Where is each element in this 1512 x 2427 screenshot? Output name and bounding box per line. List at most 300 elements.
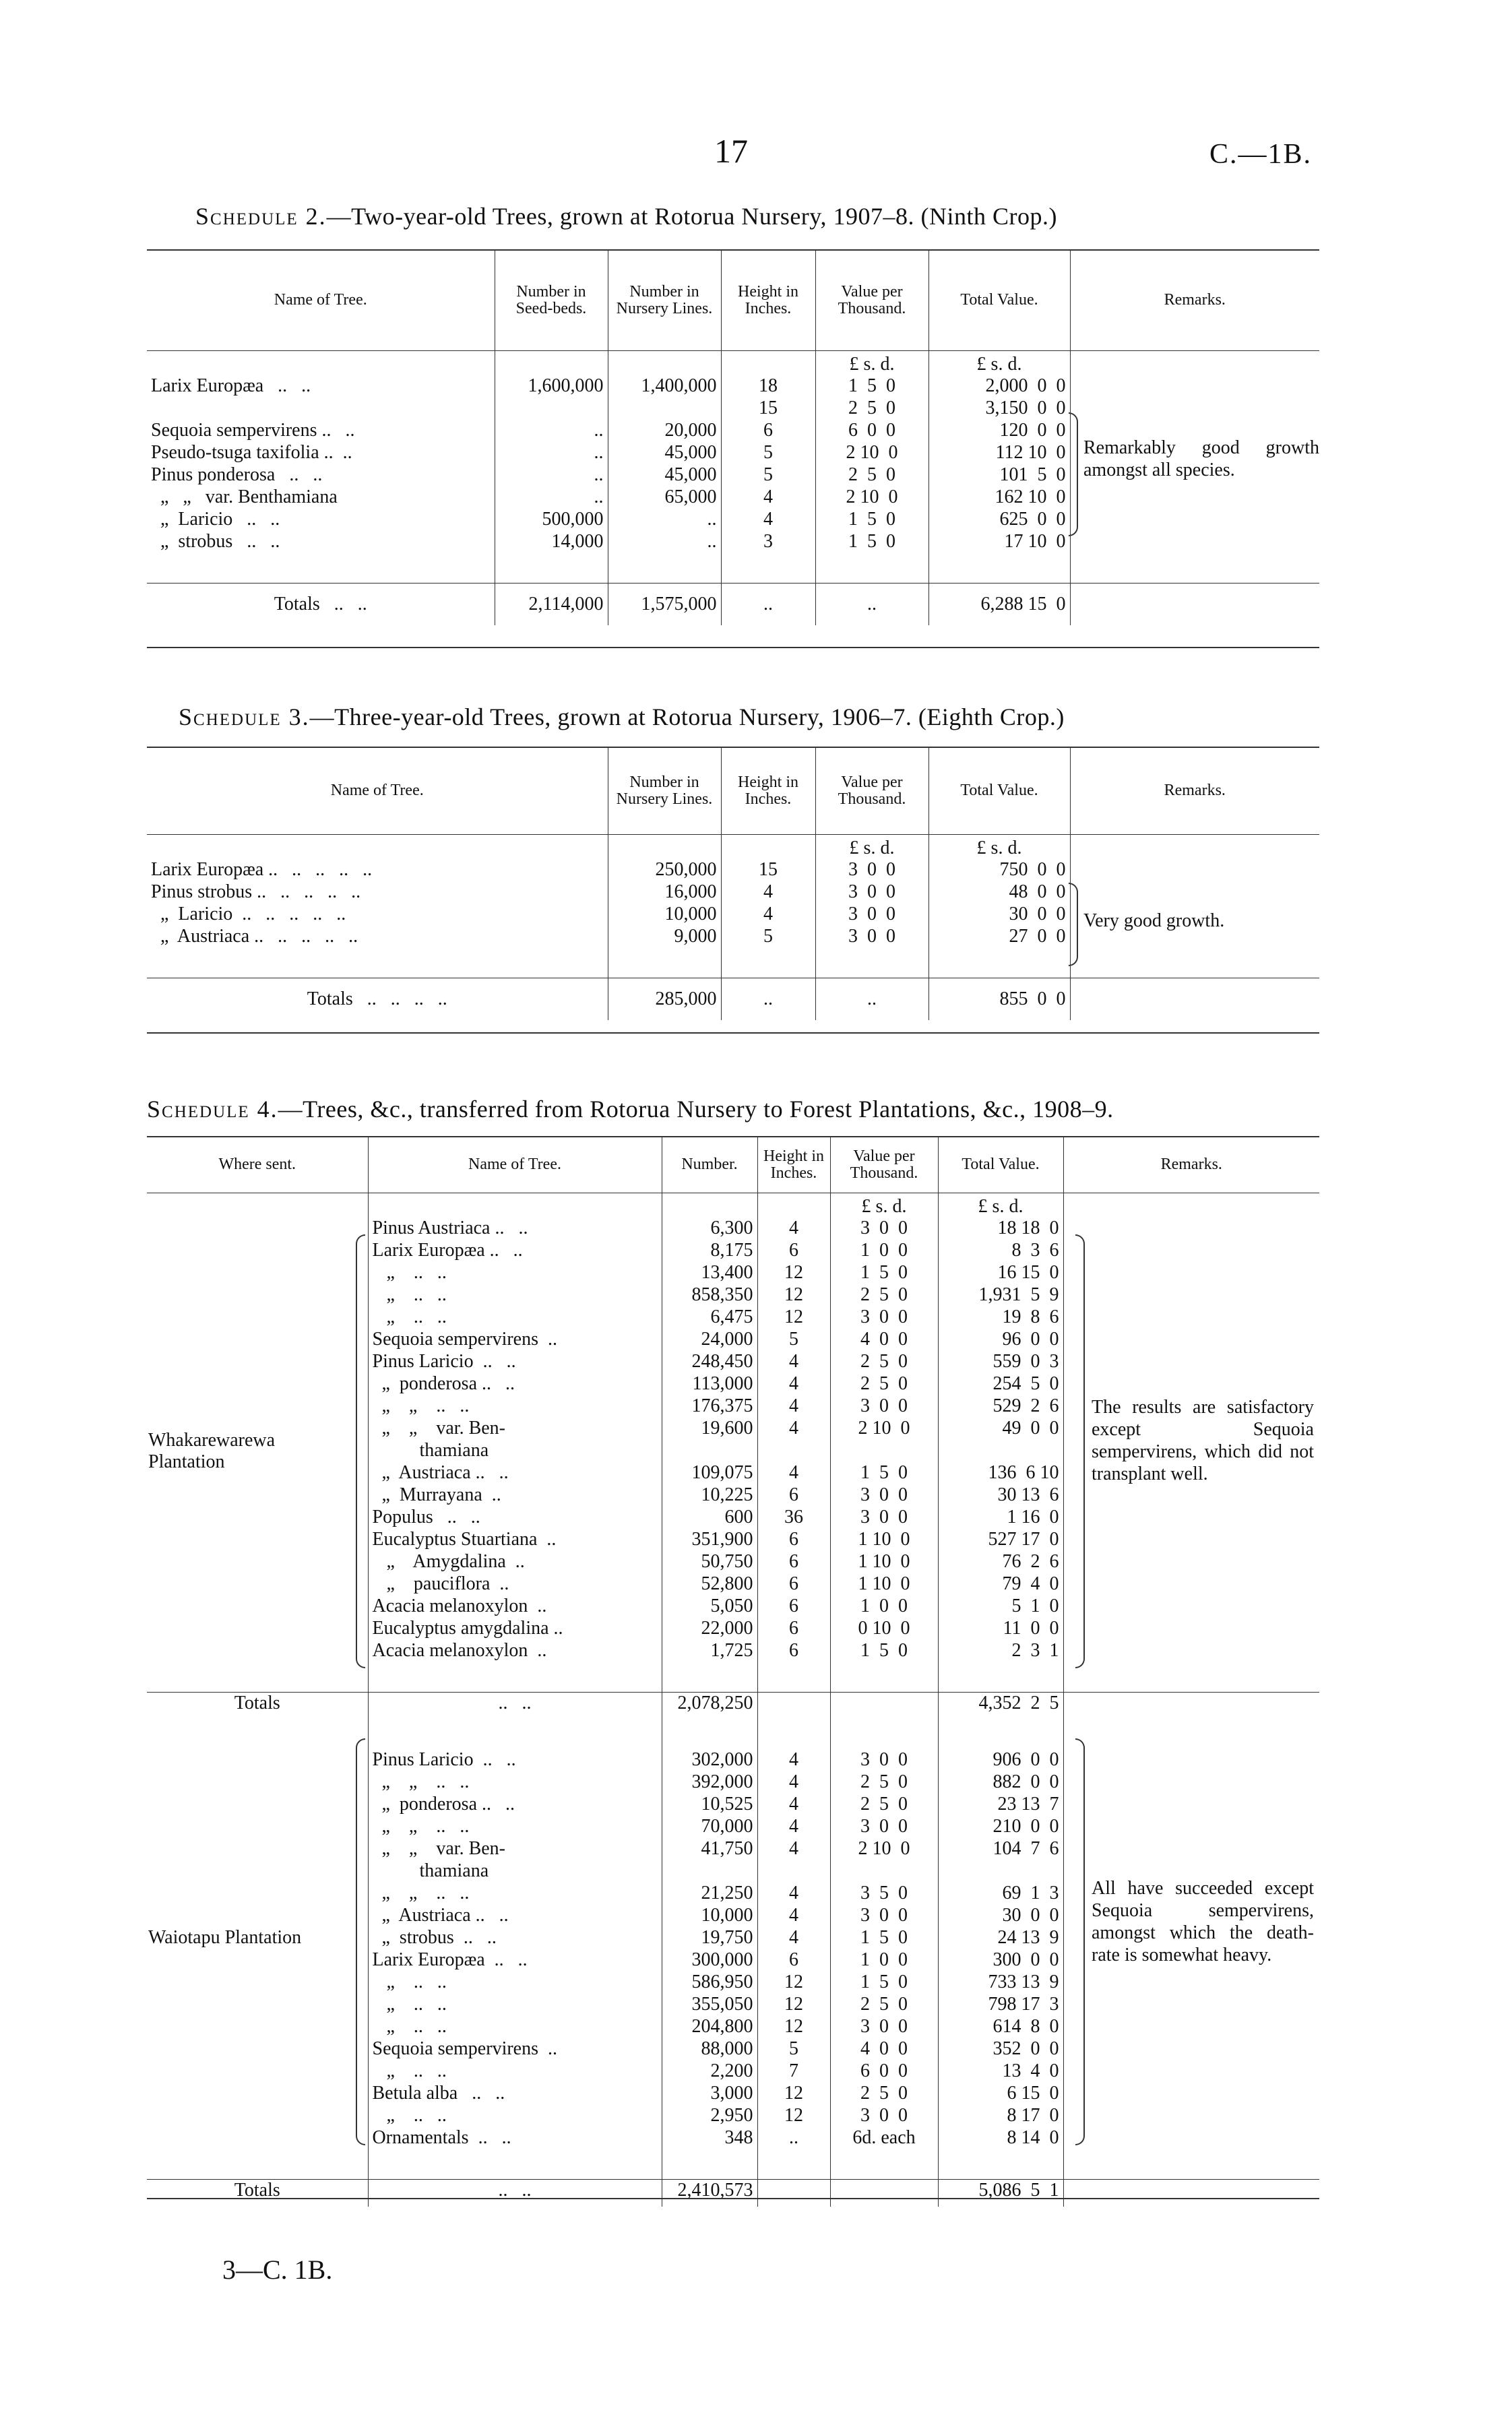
tree-number: 351,900 xyxy=(662,1529,757,1551)
where-sent-cell xyxy=(147,1618,368,1640)
where-sent-cell xyxy=(147,1972,368,1994)
page-number: 17 xyxy=(714,132,748,170)
where-sent-cell xyxy=(147,1507,368,1529)
seedbed-number: 14,000 xyxy=(495,531,608,553)
total-value: 48 0 0 xyxy=(928,881,1070,904)
column-header: Remarks. xyxy=(1063,1137,1319,1193)
value-per-thousand: 1 5 0 xyxy=(815,531,928,553)
totals-total: 5,086 5 1 xyxy=(938,2179,1063,2207)
spacer-cell xyxy=(368,1720,662,1749)
height-inches: 4 xyxy=(757,1771,830,1794)
value-per-thousand: 3 0 0 xyxy=(830,2105,938,2127)
where-sent-cell xyxy=(147,1284,368,1306)
remarks-cell xyxy=(1063,2083,1319,2105)
tree-number: 6,475 xyxy=(662,1306,757,1329)
total-value: 30 13 6 xyxy=(938,1484,1063,1507)
tree-number: 348 xyxy=(662,2127,757,2149)
value-per-thousand: 2 5 0 xyxy=(815,464,928,486)
height-inches: 12 xyxy=(757,1262,830,1284)
tree-name: Acacia melanoxylon .. xyxy=(368,1596,662,1618)
total-value: 112 10 0 xyxy=(928,442,1070,464)
tree-number: 13,400 xyxy=(662,1262,757,1284)
spacer-row xyxy=(147,2149,1319,2180)
tree-number: 5,050 xyxy=(662,1596,757,1618)
tree-number: 586,950 xyxy=(662,1972,757,1994)
remarks-cell xyxy=(1063,1794,1319,1816)
tree-name: thamiana xyxy=(368,1440,662,1462)
group-2-right-brace xyxy=(1075,1738,1085,2145)
where-sent-cell xyxy=(147,1771,368,1794)
remarks-cell xyxy=(1063,2105,1319,2127)
total-value: 614 8 0 xyxy=(938,2016,1063,2038)
table-row xyxy=(147,1749,1319,1771)
where-sent-cell xyxy=(147,1794,368,1816)
spacer-cell xyxy=(368,2149,662,2180)
height-inches: 6 xyxy=(757,1618,830,1640)
table-row xyxy=(147,1994,1319,2016)
seedbed-number: 1,600,000 xyxy=(495,375,608,398)
remarks-cell xyxy=(1070,509,1319,531)
where-sent-group-1: Whakarewarewa Plantation xyxy=(148,1430,276,1472)
totals-name: .. .. xyxy=(368,2179,662,2207)
table-row xyxy=(147,1816,1319,1838)
height-inches: 6 xyxy=(757,1484,830,1507)
table-row xyxy=(147,2016,1319,2038)
where-sent-cell xyxy=(147,1373,368,1395)
where-sent-cell xyxy=(147,1573,368,1596)
tree-name: Sequoia sempervirens .. xyxy=(368,1329,662,1351)
tree-name xyxy=(147,398,495,420)
total-value: 16 15 0 xyxy=(938,1262,1063,1284)
totals-height xyxy=(757,2179,830,2207)
table-row xyxy=(147,375,1319,398)
where-sent-cell xyxy=(147,1596,368,1618)
height-inches xyxy=(757,1860,830,1883)
group-1-remarks: The results are satisfactory except Sequoia sempervirens, which did not transplant well. xyxy=(1092,1397,1314,1484)
tree-number: 302,000 xyxy=(662,1749,757,1771)
spacer-cell xyxy=(938,2149,1063,2180)
value-per-thousand: 1 5 0 xyxy=(830,1972,938,1994)
schedule-2-brace xyxy=(1069,412,1078,536)
table-row xyxy=(147,2105,1319,2127)
spacer-cell xyxy=(147,2149,368,2180)
group-1-right-brace xyxy=(1075,1234,1085,1668)
tree-number: 52,800 xyxy=(662,1573,757,1596)
value-per-thousand: 2 10 0 xyxy=(815,486,928,509)
total-value: 8 3 6 xyxy=(938,1240,1063,1262)
totals-label: Totals .. .. .. .. xyxy=(147,978,608,1020)
group-2-remarks: All have succeeded except Sequoia sempervirens, amongst which the death-rate is somewhat heavy. xyxy=(1092,1878,1314,1965)
totals-row xyxy=(147,583,1319,625)
table-row xyxy=(147,1306,1319,1329)
where-sent-cell xyxy=(147,1529,368,1551)
totals-height: .. xyxy=(721,978,815,1020)
tree-number: 6,300 xyxy=(662,1218,757,1240)
remarks-cell xyxy=(1063,1816,1319,1838)
column-header: Total Value. xyxy=(928,748,1070,834)
height-inches: 5 xyxy=(757,1329,830,1351)
value-per-thousand: 6 0 0 xyxy=(830,2060,938,2083)
schedule-3-label: Schedule 3. xyxy=(179,703,310,730)
tree-number: 70,000 xyxy=(662,1816,757,1838)
spacer-cell xyxy=(928,948,1070,978)
spacer-cell xyxy=(721,948,815,978)
tree-name: „ Austriaca .. .. xyxy=(368,1462,662,1484)
total-value: 527 17 0 xyxy=(938,1529,1063,1551)
totals-name: .. .. xyxy=(368,1692,662,1720)
where-sent-cell xyxy=(147,2038,368,2060)
column-header: Total Value. xyxy=(928,251,1070,350)
spacer-row xyxy=(147,1720,1319,1749)
total-value: 625 0 0 xyxy=(928,509,1070,531)
totals-row xyxy=(147,978,1319,1020)
remarks-cell xyxy=(1063,1573,1319,1596)
height-inches: 4 xyxy=(757,1395,830,1418)
remarks-cell xyxy=(1063,1596,1319,1618)
tree-name: Larix Europæa .. .. xyxy=(368,1240,662,1262)
value-per-thousand: 3 0 0 xyxy=(815,926,928,948)
height-inches: 4 xyxy=(721,904,815,926)
schedule-3-brace xyxy=(1069,883,1078,966)
value-per-thousand: 3 0 0 xyxy=(815,859,928,881)
height-inches: 6 xyxy=(757,1551,830,1573)
height-inches: 4 xyxy=(757,1462,830,1484)
total-value: 136 6 10 xyxy=(938,1462,1063,1484)
table-row xyxy=(147,1838,1319,1860)
total-value: 162 10 0 xyxy=(928,486,1070,509)
value-per-thousand: 6 0 0 xyxy=(815,420,928,442)
tree-name: Pinus strobus .. .. .. .. .. xyxy=(151,881,361,902)
total-value: 300 0 0 xyxy=(938,1949,1063,1972)
value-per-thousand: 3 0 0 xyxy=(815,904,928,926)
seedbed-number: .. xyxy=(495,464,608,486)
tree-number: 3,000 xyxy=(662,2083,757,2105)
value-per-thousand: 1 5 0 xyxy=(815,509,928,531)
table-row xyxy=(147,1640,1319,1662)
schedule-4-header-row xyxy=(147,1137,1319,1193)
spacer-cell xyxy=(938,1720,1063,1749)
total-value: 49 0 0 xyxy=(938,1418,1063,1440)
spacer-cell xyxy=(1063,1720,1319,1749)
where-sent-cell xyxy=(147,1949,368,1972)
total-value xyxy=(938,1860,1063,1883)
tree-name: „ .. .. xyxy=(368,1994,662,2016)
column-header: Name of Tree. xyxy=(368,1137,662,1193)
table-row xyxy=(147,1373,1319,1395)
tree-name: „ „ var. Benthamiana xyxy=(151,486,338,507)
tree-number: 10,000 xyxy=(662,1905,757,1927)
nursery-number: .. xyxy=(608,509,721,531)
spacer-cell xyxy=(1070,948,1319,978)
totals-nursery: 285,000 xyxy=(608,978,721,1020)
total-value: 30 0 0 xyxy=(938,1905,1063,1927)
tree-name: „ „ var. Ben- xyxy=(368,1838,662,1860)
table-row xyxy=(147,881,1319,904)
table-row xyxy=(147,1573,1319,1596)
value-per-thousand: 1 5 0 xyxy=(830,1927,938,1949)
remarks-cell xyxy=(1063,1749,1319,1771)
where-sent-cell xyxy=(147,1329,368,1351)
value-per-thousand: 1 0 0 xyxy=(830,1949,938,1972)
units-total: £ s. d. xyxy=(928,834,1070,859)
tree-name: Sequoia sempervirens .. xyxy=(368,2038,662,2060)
total-value: 733 13 9 xyxy=(938,1972,1063,1994)
remarks-cell xyxy=(1070,531,1319,553)
tree-number: 21,250 xyxy=(662,1883,757,1905)
remarks-cell xyxy=(1070,486,1319,509)
height-inches: 12 xyxy=(757,2016,830,2038)
tree-name: Pinus Laricio .. .. xyxy=(368,1749,662,1771)
tree-number: 50,750 xyxy=(662,1551,757,1573)
value-per-thousand: 2 5 0 xyxy=(830,1794,938,1816)
total-value: 1 16 0 xyxy=(938,1507,1063,1529)
remarks-cell xyxy=(1063,2038,1319,2060)
height-inches: 4 xyxy=(757,1838,830,1860)
table-row xyxy=(147,1262,1319,1284)
height-inches: 12 xyxy=(757,2083,830,2105)
remarks-cell xyxy=(1063,1351,1319,1373)
tree-name: „ .. .. xyxy=(368,2016,662,2038)
where-sent-cell xyxy=(147,1306,368,1329)
tree-number: 176,375 xyxy=(662,1395,757,1418)
table-row xyxy=(147,1240,1319,1262)
schedule-2-remarks: Remarkably good growth amongst all species. xyxy=(1083,437,1319,480)
height-inches: 6 xyxy=(757,1573,830,1596)
table-row xyxy=(147,1551,1319,1573)
tree-name: Ornamentals .. .. xyxy=(368,2127,662,2149)
spacer-cell xyxy=(662,1720,757,1749)
nursery-number: 20,000 xyxy=(608,420,721,442)
units-row xyxy=(147,834,1319,859)
schedule-4-title xyxy=(147,1095,1114,1123)
spacer-cell xyxy=(1070,553,1319,584)
value-per-thousand: 2 5 0 xyxy=(830,1284,938,1306)
total-value: 2 3 1 xyxy=(938,1640,1063,1662)
spacer-cell xyxy=(495,553,608,584)
total-value: 27 0 0 xyxy=(928,926,1070,948)
where-sent-cell xyxy=(147,1218,368,1240)
totals-remarks xyxy=(1063,2179,1319,2207)
totals-remarks xyxy=(1063,1692,1319,1720)
tree-number: 2,950 xyxy=(662,2105,757,2127)
units-value: £ s. d. xyxy=(815,350,928,375)
group-2-left-brace xyxy=(356,1738,365,2145)
nursery-number: 45,000 xyxy=(608,464,721,486)
table-row xyxy=(147,1529,1319,1551)
table-row xyxy=(147,1596,1319,1618)
units-row xyxy=(147,1193,1319,1218)
totals-value xyxy=(830,1692,938,1720)
column-header: Height in Inches. xyxy=(757,1137,830,1193)
remarks-cell xyxy=(1063,2060,1319,2083)
schedule-2-title-text: —Two-year-old Trees, grown at Rotorua Nursery, 1907–8. (Ninth Crop.) xyxy=(326,203,1057,230)
spacer-row xyxy=(147,1662,1319,1693)
value-per-thousand: 3 0 0 xyxy=(830,1749,938,1771)
totals-remarks xyxy=(1070,583,1319,625)
tree-name: „ .. .. xyxy=(368,2060,662,2083)
height-inches: .. xyxy=(757,2127,830,2149)
total-value: 18 18 0 xyxy=(938,1218,1063,1240)
spacer-cell xyxy=(757,2149,830,2180)
totals-nursery: 1,575,000 xyxy=(608,583,721,625)
tree-number: 1,725 xyxy=(662,1640,757,1662)
value-per-thousand: 1 0 0 xyxy=(830,1596,938,1618)
nursery-number: 1,400,000 xyxy=(608,375,721,398)
totals-value xyxy=(830,2179,938,2207)
tree-number: 204,800 xyxy=(662,2016,757,2038)
tree-name: „ .. .. xyxy=(368,1306,662,1329)
value-per-thousand: 4 0 0 xyxy=(830,1329,938,1351)
tree-number: 248,450 xyxy=(662,1351,757,1373)
schedule-2-label: Schedule 2. xyxy=(195,203,327,230)
total-value: 6 15 0 xyxy=(938,2083,1063,2105)
tree-name: Pinus Austriaca .. .. xyxy=(368,1218,662,1240)
nursery-number: 45,000 xyxy=(608,442,721,464)
tree-name: thamiana xyxy=(368,1860,662,1883)
tree-number: 2,200 xyxy=(662,2060,757,2083)
tree-name: Larix Europæa .. .. xyxy=(368,1949,662,1972)
spacer-cell xyxy=(815,553,928,584)
remarks-cell xyxy=(1070,375,1319,398)
value-per-thousand: 3 0 0 xyxy=(830,1395,938,1418)
total-value: 2,000 0 0 xyxy=(928,375,1070,398)
height-inches: 6 xyxy=(757,1240,830,1262)
totals-height xyxy=(757,1692,830,1720)
total-value: 11 0 0 xyxy=(938,1618,1063,1640)
total-value: 906 0 0 xyxy=(938,1749,1063,1771)
total-value: 8 17 0 xyxy=(938,2105,1063,2127)
column-header: Height in Inches. xyxy=(721,748,815,834)
value-per-thousand: 1 5 0 xyxy=(830,1462,938,1484)
remarks-cell xyxy=(1063,1507,1319,1529)
total-value: 13 4 0 xyxy=(938,2060,1063,2083)
schedule-2-title xyxy=(195,202,1057,230)
tree-number: 600 xyxy=(662,1507,757,1529)
table-row xyxy=(147,2083,1319,2105)
table-row xyxy=(147,1329,1319,1351)
height-inches: 15 xyxy=(721,859,815,881)
table-row xyxy=(147,486,1319,509)
units-row xyxy=(147,350,1319,375)
height-inches: 12 xyxy=(757,2105,830,2127)
total-value: 210 0 0 xyxy=(938,1816,1063,1838)
remarks-cell xyxy=(1063,1618,1319,1640)
tree-name: Eucalyptus Stuartiana .. xyxy=(368,1529,662,1551)
value-per-thousand: 2 5 0 xyxy=(830,1351,938,1373)
tree-name: „ „ .. .. xyxy=(368,1816,662,1838)
spacer-cell xyxy=(1063,1662,1319,1693)
totals-total: 4,352 2 5 xyxy=(938,1692,1063,1720)
tree-number: 8,175 xyxy=(662,1240,757,1262)
tree-name: „ „ .. .. xyxy=(368,1771,662,1794)
total-value: 96 0 0 xyxy=(938,1329,1063,1351)
tree-number: 10,225 xyxy=(662,1484,757,1507)
tree-name: „ .. .. xyxy=(368,1262,662,1284)
table-row xyxy=(147,509,1319,531)
height-inches: 4 xyxy=(757,1351,830,1373)
spacer-cell xyxy=(608,948,721,978)
schedule-3-remarks: Very good growth. xyxy=(1083,910,1225,931)
spacer-cell xyxy=(830,1662,938,1693)
height-inches: 7 xyxy=(757,2060,830,2083)
column-header: Value per Thousand. xyxy=(815,748,928,834)
where-sent-cell xyxy=(147,1240,368,1262)
tree-name: Pseudo-tsuga taxifolia .. .. xyxy=(151,441,352,463)
height-inches: 6 xyxy=(757,1949,830,1972)
spacer-row xyxy=(147,553,1319,584)
units-value: £ s. d. xyxy=(815,834,928,859)
nursery-number: 9,000 xyxy=(608,926,721,948)
remarks-cell xyxy=(1063,2127,1319,2149)
spacer-cell xyxy=(147,1720,368,1749)
column-header: Number in Seed-beds. xyxy=(495,251,608,350)
table-row xyxy=(147,1972,1319,1994)
total-value: 19 8 6 xyxy=(938,1306,1063,1329)
tree-number: 858,350 xyxy=(662,1284,757,1306)
nursery-number xyxy=(608,398,721,420)
schedule-4-label: Schedule 4. xyxy=(147,1096,278,1123)
seedbed-number: .. xyxy=(495,442,608,464)
spacer-cell xyxy=(147,948,608,978)
spacer-cell xyxy=(815,948,928,978)
total-value: 798 17 3 xyxy=(938,1994,1063,2016)
height-inches: 4 xyxy=(757,1373,830,1395)
tree-number: 24,000 xyxy=(662,1329,757,1351)
table-row xyxy=(147,531,1319,553)
schedule-2-header-row xyxy=(147,251,1319,350)
schedule-4-bottom-rule xyxy=(147,2198,1319,2199)
where-sent-cell xyxy=(147,1484,368,1507)
spacer-cell xyxy=(147,553,495,584)
height-inches: 18 xyxy=(721,375,815,398)
height-inches: 6 xyxy=(757,1596,830,1618)
height-inches: 5 xyxy=(757,2038,830,2060)
height-inches: 4 xyxy=(757,1905,830,1927)
tree-number: 109,075 xyxy=(662,1462,757,1484)
totals-value: .. xyxy=(815,583,928,625)
total-value: 559 0 3 xyxy=(938,1351,1063,1373)
column-header: Height in Inches. xyxy=(721,251,815,350)
height-inches: 4 xyxy=(757,1418,830,1440)
where-sent-cell xyxy=(147,1395,368,1418)
total-value: 5 1 0 xyxy=(938,1596,1063,1618)
where-sent-cell xyxy=(147,2060,368,2083)
remarks-cell xyxy=(1063,1240,1319,1262)
where-sent-cell xyxy=(147,1883,368,1905)
tree-name: „ Laricio .. .. .. .. .. xyxy=(151,903,346,924)
height-inches: 12 xyxy=(757,1972,830,1994)
spacer-cell xyxy=(368,1662,662,1693)
value-per-thousand: 3 0 0 xyxy=(830,2016,938,2038)
column-header: Number. xyxy=(662,1137,757,1193)
tree-name: Pinus Laricio .. .. xyxy=(368,1351,662,1373)
where-sent-cell xyxy=(147,1551,368,1573)
remarks-cell xyxy=(1063,1972,1319,1994)
value-per-thousand: 3 0 0 xyxy=(830,1816,938,1838)
total-value: 750 0 0 xyxy=(928,859,1070,881)
tree-number: 88,000 xyxy=(662,2038,757,2060)
totals-label: Totals xyxy=(147,1692,368,1720)
schedule-3-title xyxy=(179,703,1065,731)
height-inches: 12 xyxy=(757,1994,830,2016)
remarks-cell xyxy=(1070,859,1319,881)
tree-name: „ strobus .. .. xyxy=(368,1927,662,1949)
total-value: 69 1 3 xyxy=(938,1883,1063,1905)
value-per-thousand: 2 5 0 xyxy=(815,398,928,420)
spacer-cell xyxy=(721,553,815,584)
spacer-cell xyxy=(757,1662,830,1693)
table-row xyxy=(147,2038,1319,2060)
